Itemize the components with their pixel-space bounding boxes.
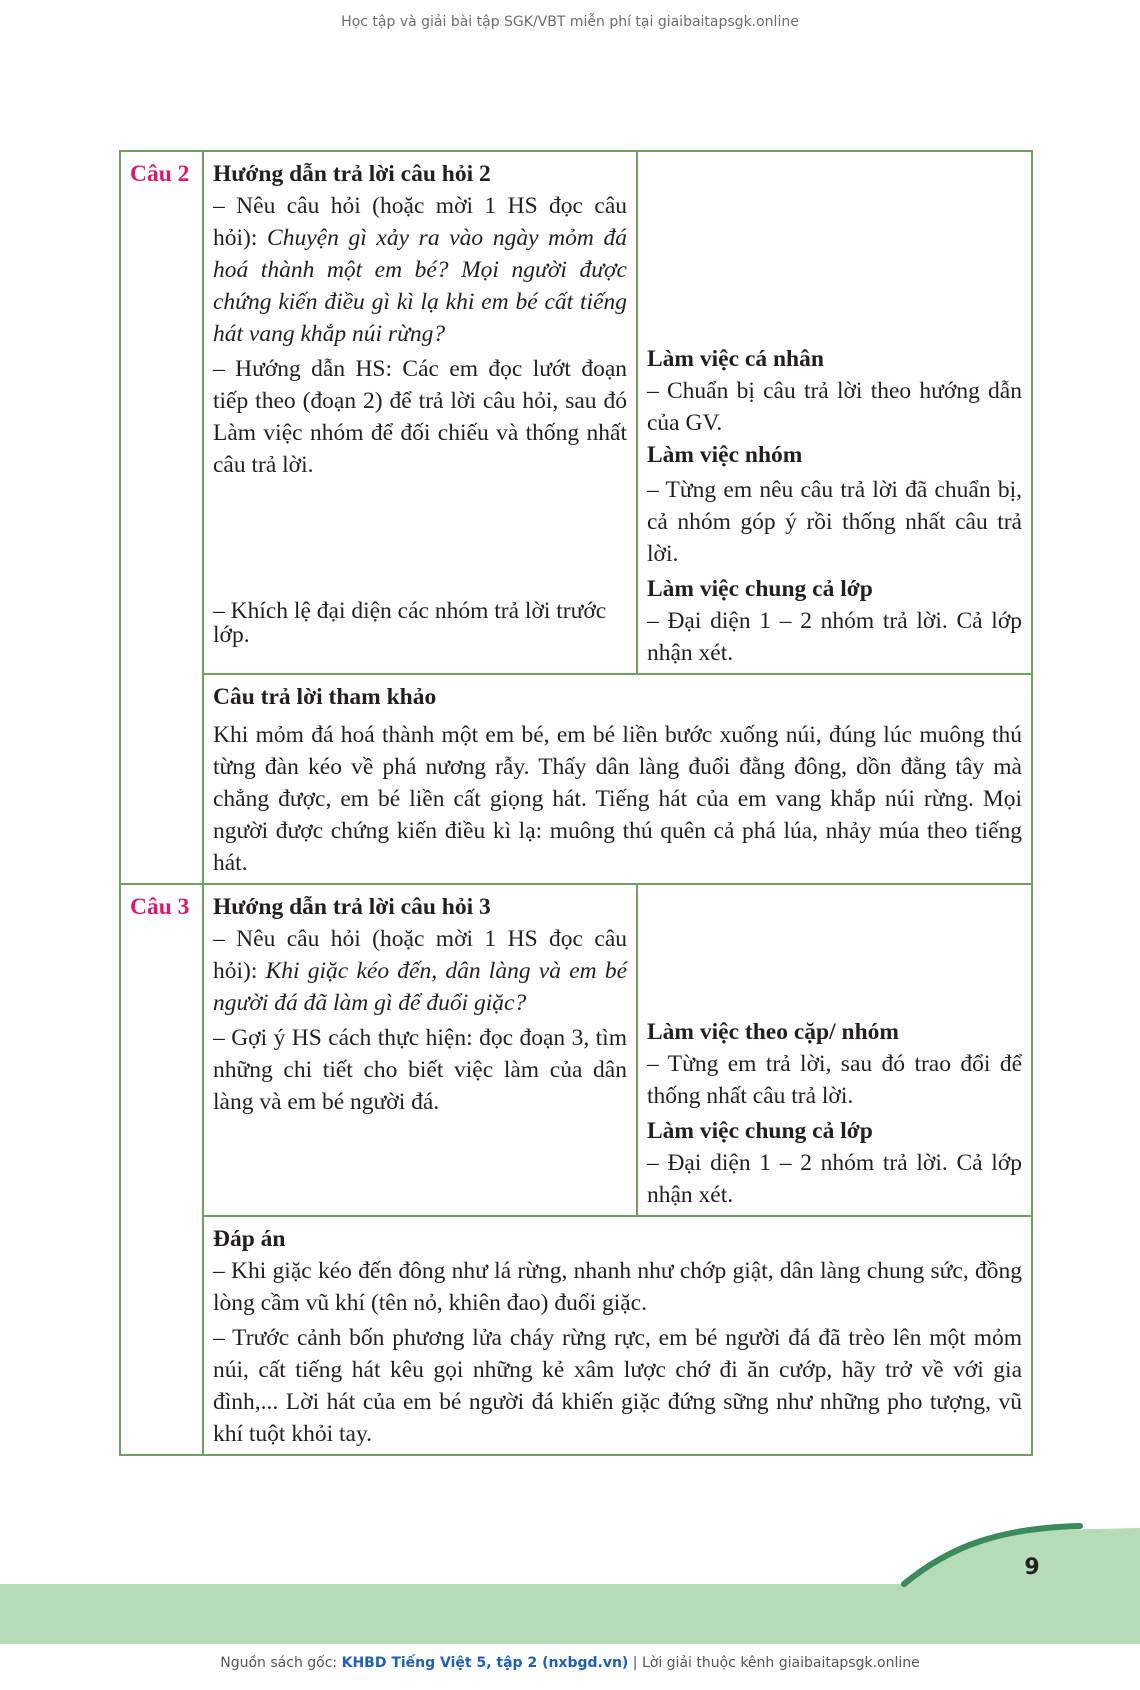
- q2-label-cell: [120, 151, 203, 884]
- source-line: [0, 1655, 1140, 1671]
- q2-group-text: – Từng em nêu câu trả lời đã chuẩn bị, cả nhóm góp ý rồi thống nhất câu trả lời.: [647, 477, 1022, 567]
- q2-student-cell: [637, 151, 1032, 674]
- q3-pair-title: Làm việc theo cặp/ nhóm: [647, 1019, 899, 1045]
- q2-answer-title: Câu trả lời tham khảo: [213, 684, 437, 710]
- q2-label: Câu 2: [130, 161, 190, 187]
- q2-class-title: Làm việc chung cả lớp: [647, 576, 873, 602]
- q2-group-title: Làm việc nhóm: [647, 442, 803, 468]
- q3-answer-title: Đáp án: [213, 1226, 286, 1252]
- q3-class-text: – Đại diện 1 – 2 nhóm trả lời. Cả lớp nhận xét.: [647, 1150, 1022, 1208]
- q2-encourage: – Khích lệ đại diện các nhóm trả lời trước lớp.: [213, 598, 607, 648]
- q3-label-cell: [120, 884, 203, 1455]
- q3-answer-2: – Trước cảnh bốn phương lửa cháy rừng rực, em bé người đá đã trèo lên một mỏm núi, cất tiếng hát kêu gọi những kẻ xâm lược chớ đi ăn cướp, hãy trở về với gia đình,... Lời hát của em bé người đá khiến giặc đứng sững như những pho tượng, vũ khí tuột khỏi tay.: [213, 1325, 1022, 1447]
- source-separator: |: [628, 1655, 642, 1671]
- q2-ask-prefix: – Nêu câu hỏi (hoặc mời 1 HS đọc câu hỏi):: [213, 193, 627, 251]
- q3-answer-1: – Khi giặc kéo đến đông như lá rừng, nhanh như chớp giật, dân làng chung sức, đồng lòng cầm vũ khí (tên nỏ, khiên đao) đuổi giặc.: [213, 1258, 1022, 1316]
- header-note: Học tập và giải bài tập SGK/VBT miễn phí tại giaibaitapsgk.online: [341, 14, 799, 30]
- q3-student-cell: [637, 884, 1032, 1216]
- q3-ask-prefix: – Nêu câu hỏi (hoặc mời 1 HS đọc câu hỏi):: [213, 926, 627, 984]
- q2-individual-title: Làm việc cá nhân: [647, 346, 824, 372]
- q3-ask-question: Khi giặc kéo đến, dân làng và em bé người đá đã làm gì để đuổi giặc?: [213, 958, 627, 1016]
- q3-guide-title: Hướng dẫn trả lời câu hỏi 3: [213, 894, 491, 920]
- q2-answer-row: [120, 674, 1032, 884]
- q2-individual-text: – Chuẩn bị câu trả lời theo hướng dẫn của GV.: [647, 378, 1022, 436]
- q2-teacher-cell: [203, 151, 637, 674]
- q2-guide-hs: – Hướng dẫn HS: Các em đọc lướt đoạn tiếp theo (đoạn 2) để trả lời câu hỏi, sau đó Làm việc nhóm để đối chiếu và thống nhất câu trả lời.: [213, 356, 627, 478]
- source-prefix: Nguồn sách gốc:: [220, 1655, 342, 1671]
- q2-guide-row: [120, 151, 1032, 674]
- q3-label: Câu 3: [130, 894, 190, 920]
- source-suffix: Lời giải thuộc kênh giaibaitapsgk.online: [641, 1655, 920, 1671]
- q2-spacer: [213, 481, 627, 599]
- footer-swoosh-icon: [880, 1520, 1140, 1590]
- source-book-link[interactable]: KHBD Tiếng Việt 5, tập 2 (nxbgd.vn): [341, 1655, 629, 1671]
- q3-student-spacer: [647, 891, 1022, 1016]
- q2-ask-question: Chuyện gì xảy ra vào ngày mỏm đá hoá thành một em bé? Mọi người được chứng kiến điều gì kì lạ khi em bé cất tiếng hát vang khắp núi rừng?: [213, 225, 627, 347]
- footer-band: [0, 1584, 1140, 1644]
- q2-answer-cell: [203, 674, 1032, 884]
- q3-hint: – Gợi ý HS cách thực hiện: đọc đoạn 3, tìm những chi tiết cho biết việc làm của dân làng và em bé người đá.: [213, 1025, 627, 1115]
- q3-class-title: Làm việc chung cả lớp: [647, 1118, 873, 1144]
- q2-ask: [213, 190, 627, 350]
- q3-teacher-cell: [203, 884, 637, 1216]
- q2-class-text: – Đại diện 1 – 2 nhóm trả lời. Cả lớp nhận xét.: [647, 608, 1022, 666]
- q2-answer-text: Khi mỏm đá hoá thành một em bé, em bé liền bước xuống núi, đúng lúc muông thú từng đàn kéo về phá nương rẫy. Thấy dân làng đuổi đằng đông, dồn đằng tây mà chẳng được, em bé liền cất giọng hát. Tiếng hát của em vang khắp núi rừng. Mọi người được chứng kiến điều kì lạ: muông thú quên cả phá lúa, nhảy múa theo tiếng hát.: [213, 722, 1022, 876]
- q3-ask: [213, 923, 627, 1019]
- q3-answer-cell: [203, 1216, 1032, 1455]
- q2-student-spacer: [647, 158, 1022, 343]
- q3-guide-row: [120, 884, 1032, 1216]
- q2-guide-title: Hướng dẫn trả lời câu hỏi 2: [213, 161, 491, 187]
- page-number: 9: [1024, 1555, 1040, 1580]
- q3-pair-text: – Từng em trả lời, sau đó trao đổi để thống nhất câu trả lời.: [647, 1051, 1022, 1109]
- q3-answer-row: [120, 1216, 1032, 1455]
- lesson-table: [119, 150, 1033, 1456]
